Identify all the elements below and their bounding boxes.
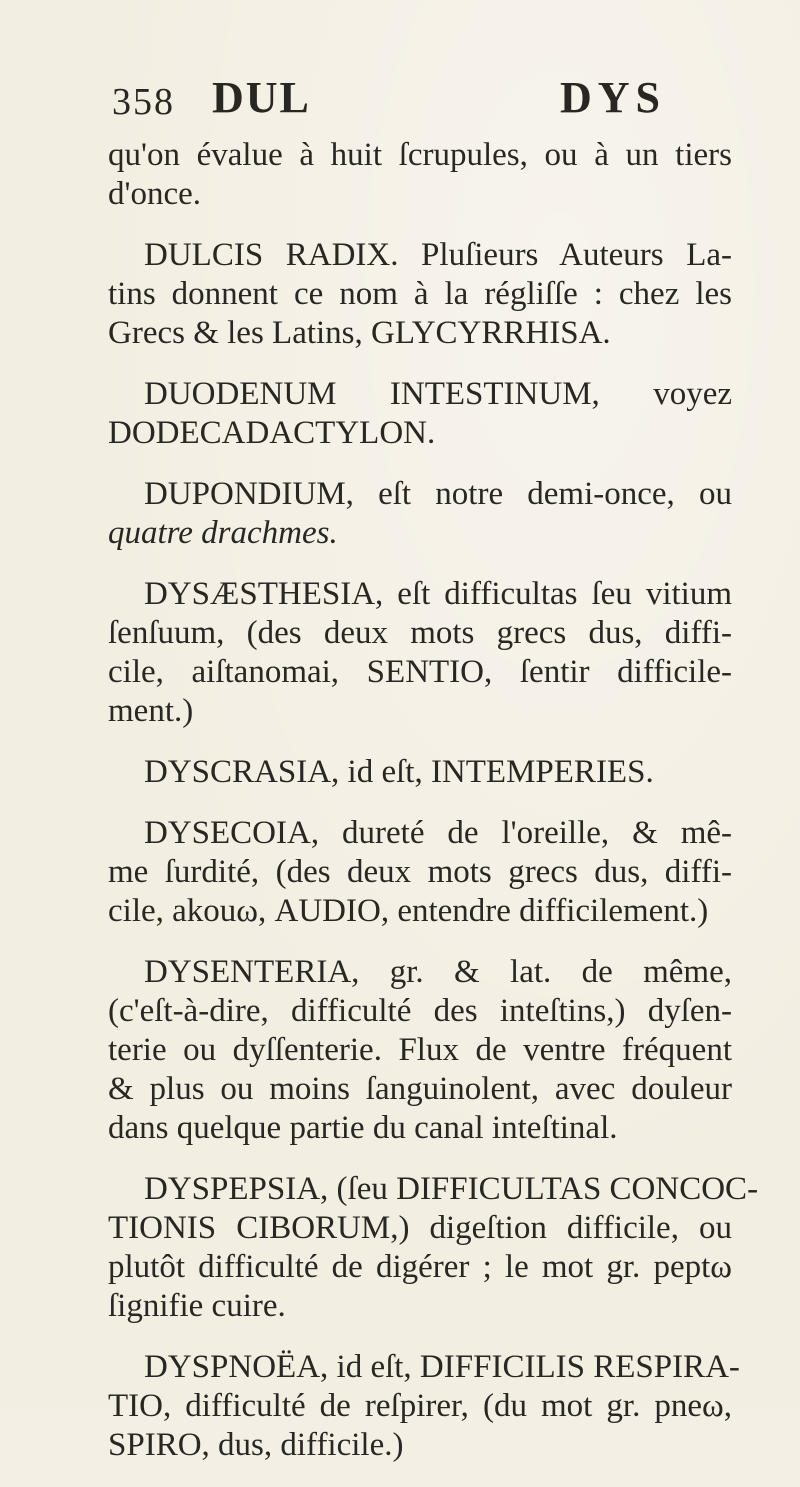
entry-dyspnoea <box>108 1348 740 1465</box>
text-line: DYSPEPSIA, (ſeu DIFFICULTAS CONCOC- <box>144 1171 759 1207</box>
text-line: ment.) <box>108 693 194 729</box>
text-line: DYSENTERIA, gr. & lat. de même, <box>144 954 732 990</box>
dictionary-text <box>108 136 759 1487</box>
text-line: DULCIS RADIX. Pluſieurs Auteurs La- <box>144 237 732 273</box>
text-line: DODECADACTYLON. <box>108 415 436 451</box>
text-line: DYSPNOËA, id eſt, DIFFICILIS RESPIRA- <box>144 1349 740 1385</box>
text-line: DUPONDIUM, eſt notre demi-once, ou <box>144 476 732 512</box>
text-line: TIO, difficulté de reſpirer, (du mot gr. pneω, <box>108 1388 732 1424</box>
text-line: dans quelque partie du canal inteſtinal. <box>108 1110 618 1146</box>
entry-duodenum <box>108 375 732 453</box>
text-line: DYSECOIA, dureté de l'oreille, & mê- <box>144 815 732 851</box>
text-line: plutôt difficulté de digérer ; le mot gr. peptω <box>108 1249 732 1285</box>
header-left-word: DUL <box>212 73 311 122</box>
text-line: quatre drachmes. <box>108 515 338 551</box>
text-line: tins donnent ce nom à la régliſſe : chez les <box>108 276 732 312</box>
text-line: DYSÆSTHESIA, eſt difficultas ſeu vitium <box>144 576 732 612</box>
text-line: DYSCRASIA, id eſt, INTEMPERIES. <box>144 754 654 790</box>
entry-continuation <box>108 136 732 214</box>
text-line: DUODENUM INTESTINUM, voyez <box>144 376 732 412</box>
header-right-word: DYS <box>560 73 667 122</box>
page-number: 358 <box>112 81 175 123</box>
text-line: ſignifie cuire. <box>108 1288 286 1324</box>
running-header <box>112 72 732 132</box>
text-line: qu'on évalue à huit ſcrupules, ou à un tiers <box>108 137 732 173</box>
text-line: cile, akouω, AUDIO, entendre difficilement.) <box>108 893 709 929</box>
text-line: & plus ou moins ſanguinolent, avec douleur <box>108 1071 732 1107</box>
entry-dysaesthesia <box>108 575 732 731</box>
entry-dysenteria <box>108 953 732 1148</box>
text-line: TIONIS CIBORUM,) digeſtion difficile, ou <box>108 1210 732 1246</box>
text-line: ſenſuum, (des deux mots grecs dus, diffi- <box>108 615 732 651</box>
entry-dyspepsia <box>108 1170 759 1326</box>
text-line: terie ou dyſſenterie. Flux de ventre fréquent <box>108 1032 732 1068</box>
text-line: SPIRO, dus, difficile.) <box>108 1427 404 1463</box>
entry-dulcis-radix <box>108 236 732 353</box>
entry-dysecoia <box>108 814 732 931</box>
entry-dupondium <box>108 475 732 553</box>
text-line: d'once. <box>108 176 201 212</box>
text-line: Grecs & les Latins, GLYCYRRHISA. <box>108 315 611 351</box>
entry-dyscrasia <box>108 753 732 792</box>
text-line: (c'eſt-à-dire, difficulté des inteſtins,) dyſen- <box>108 993 732 1029</box>
text-line: me ſurdité, (des deux mots grecs dus, diffi- <box>108 854 732 890</box>
text-line: cile, aiſtanomai, SENTIO, ſentir difficile- <box>108 654 732 690</box>
